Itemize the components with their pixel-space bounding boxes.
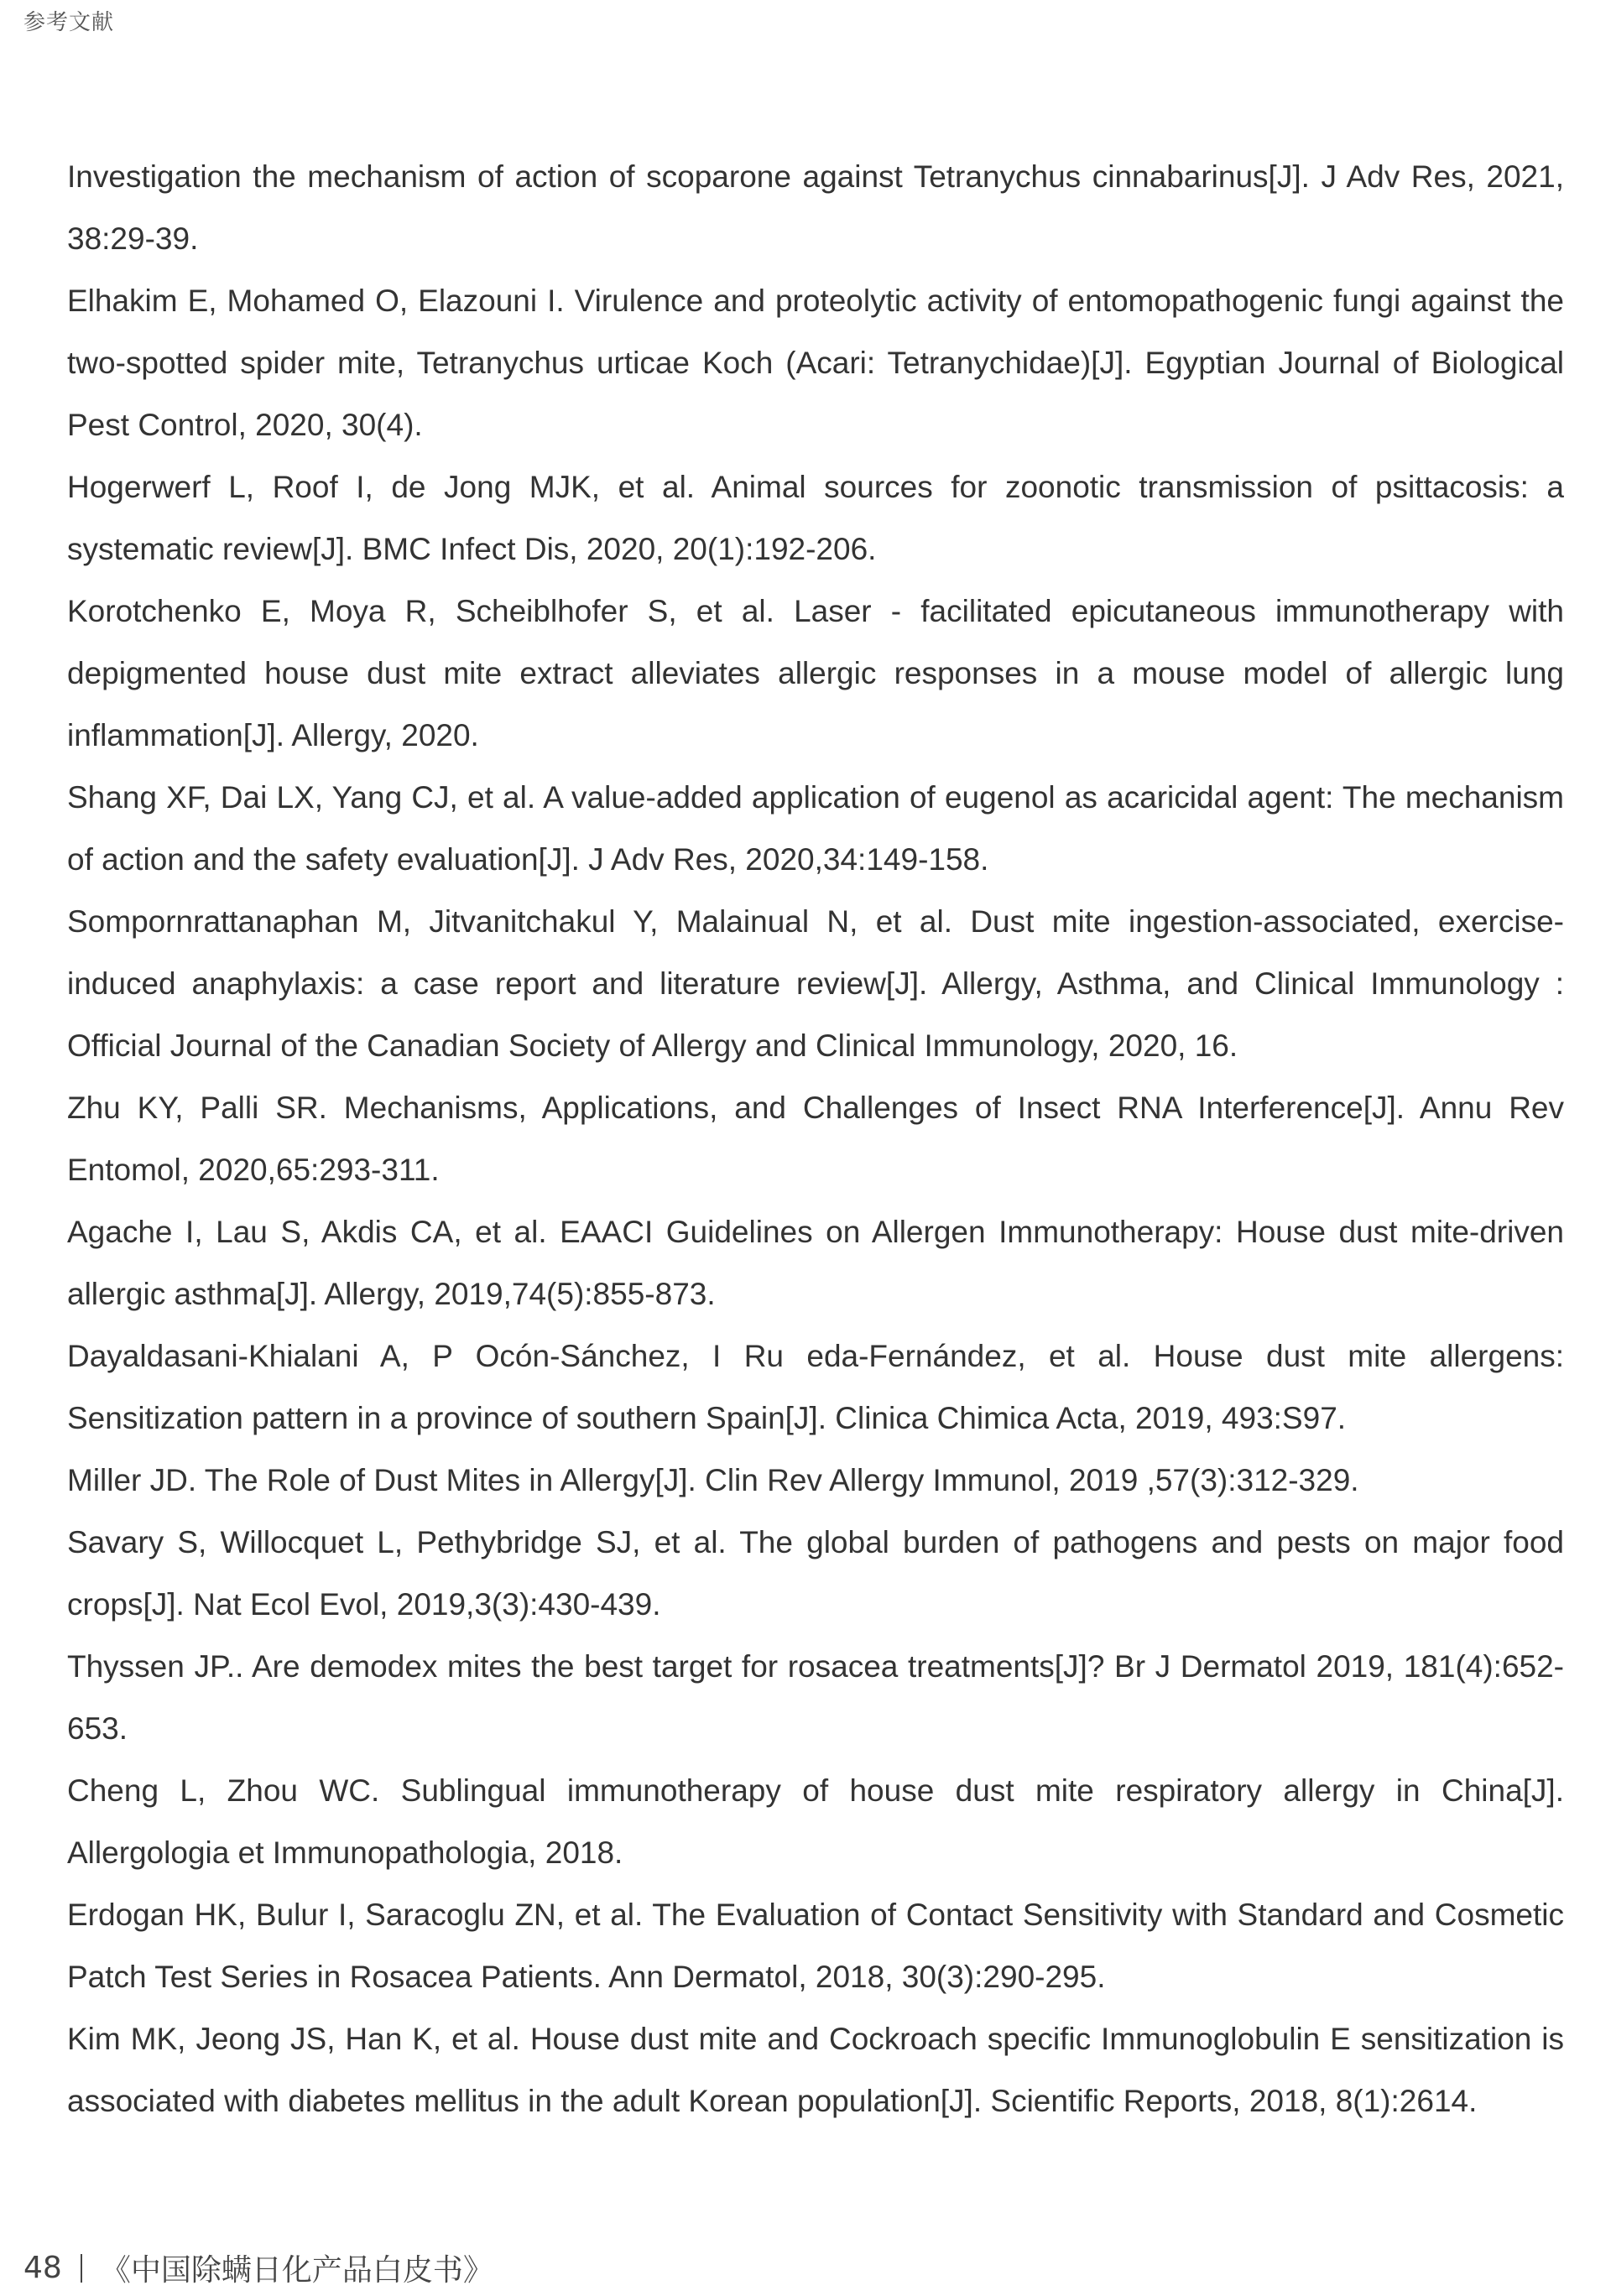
reference-item: Sompornrattanaphan M, Jitvanitchakul Y, Malainual N, et al. Dust mite ingestion-associated, exercise-induced anaphylaxis: a case report and literature review[J]. Allergy, Asthma, and Clinical Immunology : Official Journal of the Canadian Society of Allergy and Clinical Immunology, 2020, 16.	[67, 904, 1564, 1063]
reference-item: Shang XF, Dai LX, Yang CJ, et al. A value-added application of eugenol as acaricidal agent: The mechanism of action and the safety evaluation[J]. J Adv Res, 2020,34:149-158.	[67, 780, 1564, 877]
page-footer	[23, 2247, 493, 2289]
publication-title: 《中国除螨日化产品白皮书》	[100, 2253, 493, 2288]
reference-list	[67, 146, 1564, 2132]
reference-item: Hogerwerf L, Roof I, de Jong MJK, et al. Animal sources for zoonotic transmission of psittacosis: a systematic review[J]. BMC Infect Dis, 2020, 20(1):192-206.	[67, 470, 1564, 566]
reference-item: Elhakim E, Mohamed O, Elazouni I. Virulence and proteolytic activity of entomopathogenic fungi against the two-spotted spider mite, Tetranychus urticae Koch (Acari: Tetranychidae)[J]. Egyptian Journal of Biological Pest Control, 2020, 30(4).	[67, 284, 1564, 442]
reference-item: Kim MK, Jeong JS, Han K, et al. House dust mite and Cockroach specific Immunoglobulin E sensitization is associated with diabetes mellitus in the adult Korean population[J]. Scientific Reports, 2018, 8(1):2614.	[67, 2022, 1564, 2118]
reference-item: Dayaldasani-Khialani A, P Ocón-Sánchez, I Ru eda-Fernández, et al. House dust mite allergens: Sensitization pattern in a province of southern Spain[J]. Clinica Chimica Acta, 2019, 493:S97.	[67, 1339, 1564, 1435]
footer-divider	[81, 2254, 82, 2283]
reference-item: Agache I, Lau S, Akdis CA, et al. EAACI Guidelines on Allergen Immunotherapy: House dust mite-driven allergic asthma[J]. Allergy, 2019,74(5):855-873.	[67, 1215, 1564, 1311]
reference-item: Savary S, Willocquet L, Pethybridge SJ, et al. The global burden of pathogens and pests on major food crops[J]. Nat Ecol Evol, 2019,3(3):430-439.	[67, 1525, 1564, 1622]
reference-item: Investigation the mechanism of action of scoparone against Tetranychus cinnabarinus[J]. J Adv Res, 2021, 38:29-39.	[67, 159, 1564, 256]
reference-item: Erdogan HK, Bulur I, Saracoglu ZN, et al. The Evaluation of Contact Sensitivity with Standard and Cosmetic Patch Test Series in Rosacea Patients. Ann Dermatol, 2018, 30(3):290-295.	[67, 1898, 1564, 1994]
reference-item: Korotchenko E, Moya R, Scheiblhofer S, et al. Laser - facilitated epicutaneous immunotherapy with depigmented house dust mite extract alleviates allergic responses in a mouse model of allergic lung inflammation[J]. Allergy, 2020.	[67, 594, 1564, 752]
reference-item: Cheng L, Zhou WC. Sublingual immunotherapy of house dust mite respiratory allergy in China[J]. Allergologia et Immunopathologia, 2018.	[67, 1773, 1564, 1870]
page-number: 48	[23, 2251, 62, 2285]
reference-item: Thyssen JP.. Are demodex mites the best target for rosacea treatments[J]? Br J Dermatol 2019, 181(4):652-653.	[67, 1649, 1564, 1746]
reference-item: Zhu KY, Palli SR. Mechanisms, Applications, and Challenges of Insect RNA Interference[J]. Annu Rev Entomol, 2020,65:293-311.	[67, 1091, 1564, 1187]
section-header-label: 参考文献	[23, 10, 115, 35]
reference-item: Miller JD. The Role of Dust Mites in Allergy[J]. Clin Rev Allergy Immunol, 2019 ,57(3):312-329.	[67, 1463, 1359, 1497]
